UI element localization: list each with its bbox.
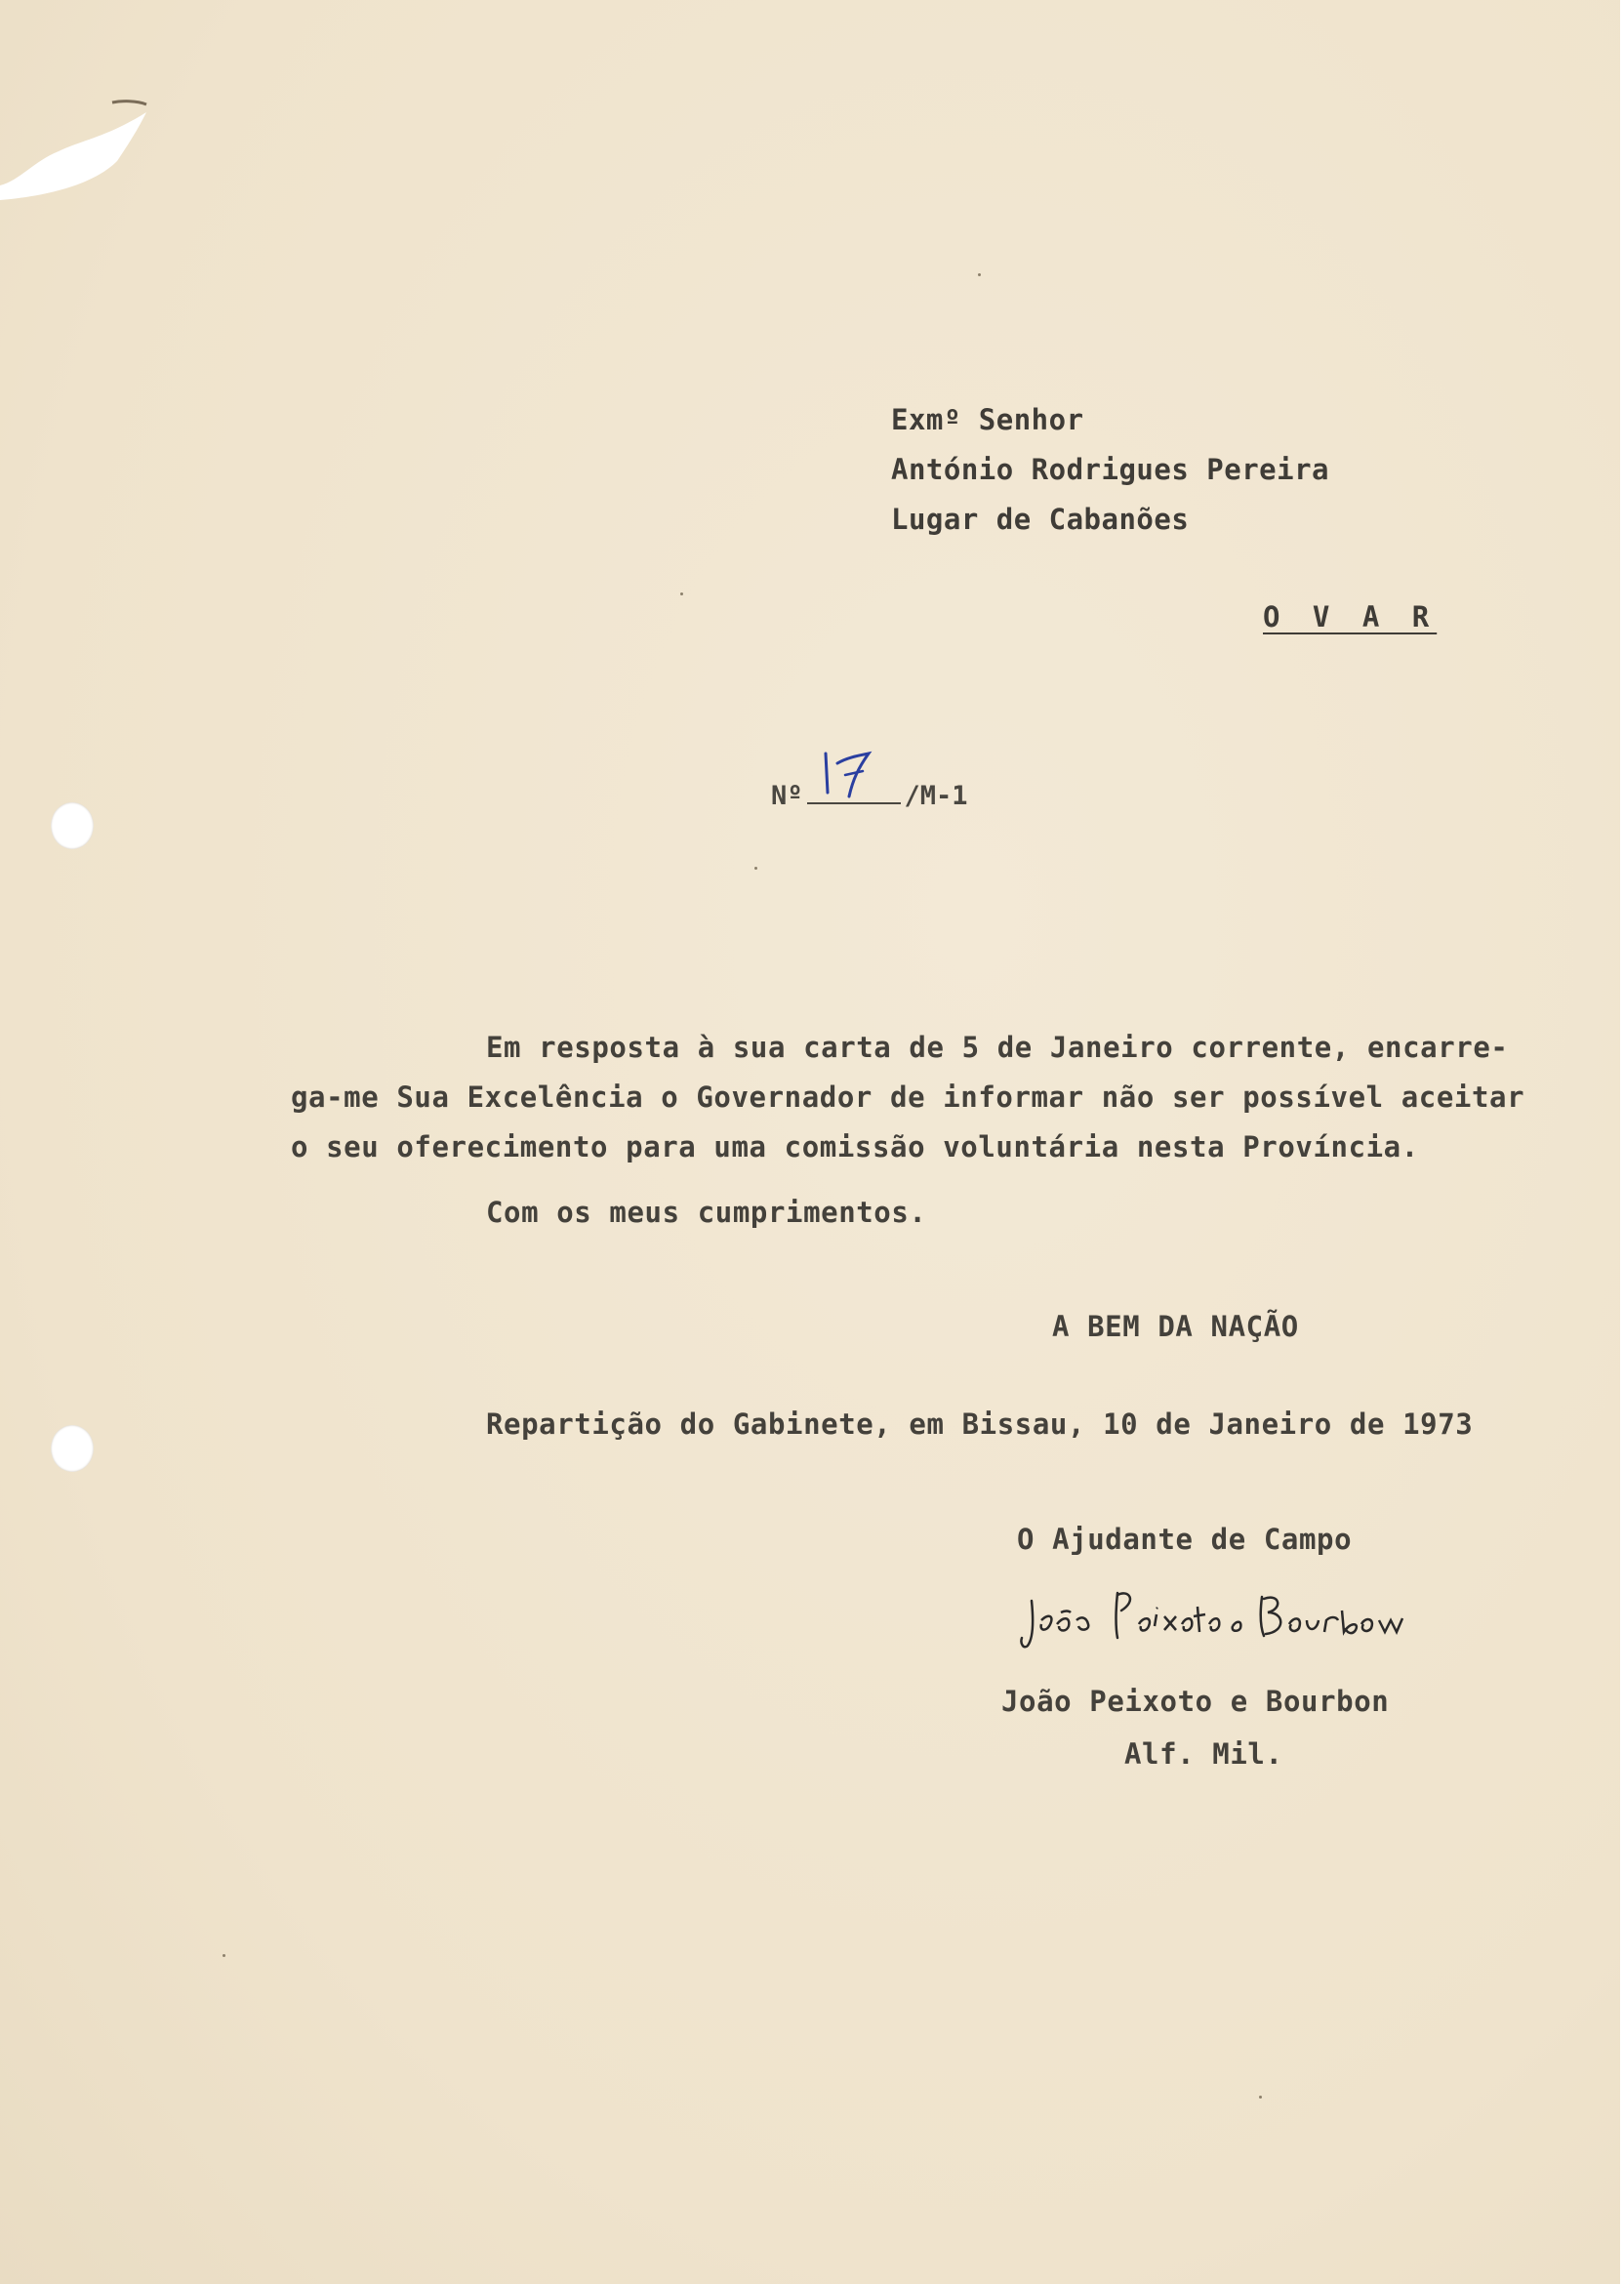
- recipient-salutation: Exmº Senhor: [891, 403, 1084, 436]
- body-line-2: ga-me Sua Excelência o Governador de informar não ser possível aceitar: [291, 1081, 1525, 1114]
- body-line-1: Em resposta à sua carta de 5 de Janeiro corrente, encarre-: [486, 1031, 1509, 1064]
- body-line-3: o seu oferecimento para uma comissão voluntária nesta Província.: [291, 1130, 1419, 1163]
- closing-line: Com os meus cumprimentos.: [486, 1196, 927, 1229]
- recipient-name: António Rodrigues Pereira: [891, 453, 1329, 486]
- recipient-city: O V A R: [1263, 600, 1438, 633]
- dateline: Repartição do Gabinete, em Bissau, 10 de Janeiro de 1973: [486, 1407, 1474, 1441]
- torn-corner: [0, 93, 166, 200]
- recipient-place: Lugar de Cabanões: [891, 503, 1190, 536]
- signatory-name: João Peixoto e Bourbon: [1001, 1685, 1390, 1718]
- handwritten-reference-number: [816, 742, 884, 810]
- motto: A BEM DA NAÇÃO: [1052, 1310, 1299, 1343]
- signatory-role: O Ajudante de Campo: [1017, 1523, 1353, 1556]
- reference-prefix: Nº: [771, 781, 803, 811]
- reference-suffix: /M-1: [904, 781, 968, 811]
- punch-hole-upper: [51, 802, 94, 849]
- punch-hole-lower: [51, 1425, 94, 1472]
- handwritten-signature: [1020, 1581, 1410, 1659]
- signatory-rank: Alf. Mil.: [1124, 1737, 1283, 1771]
- page-edge: [1620, 0, 1624, 2284]
